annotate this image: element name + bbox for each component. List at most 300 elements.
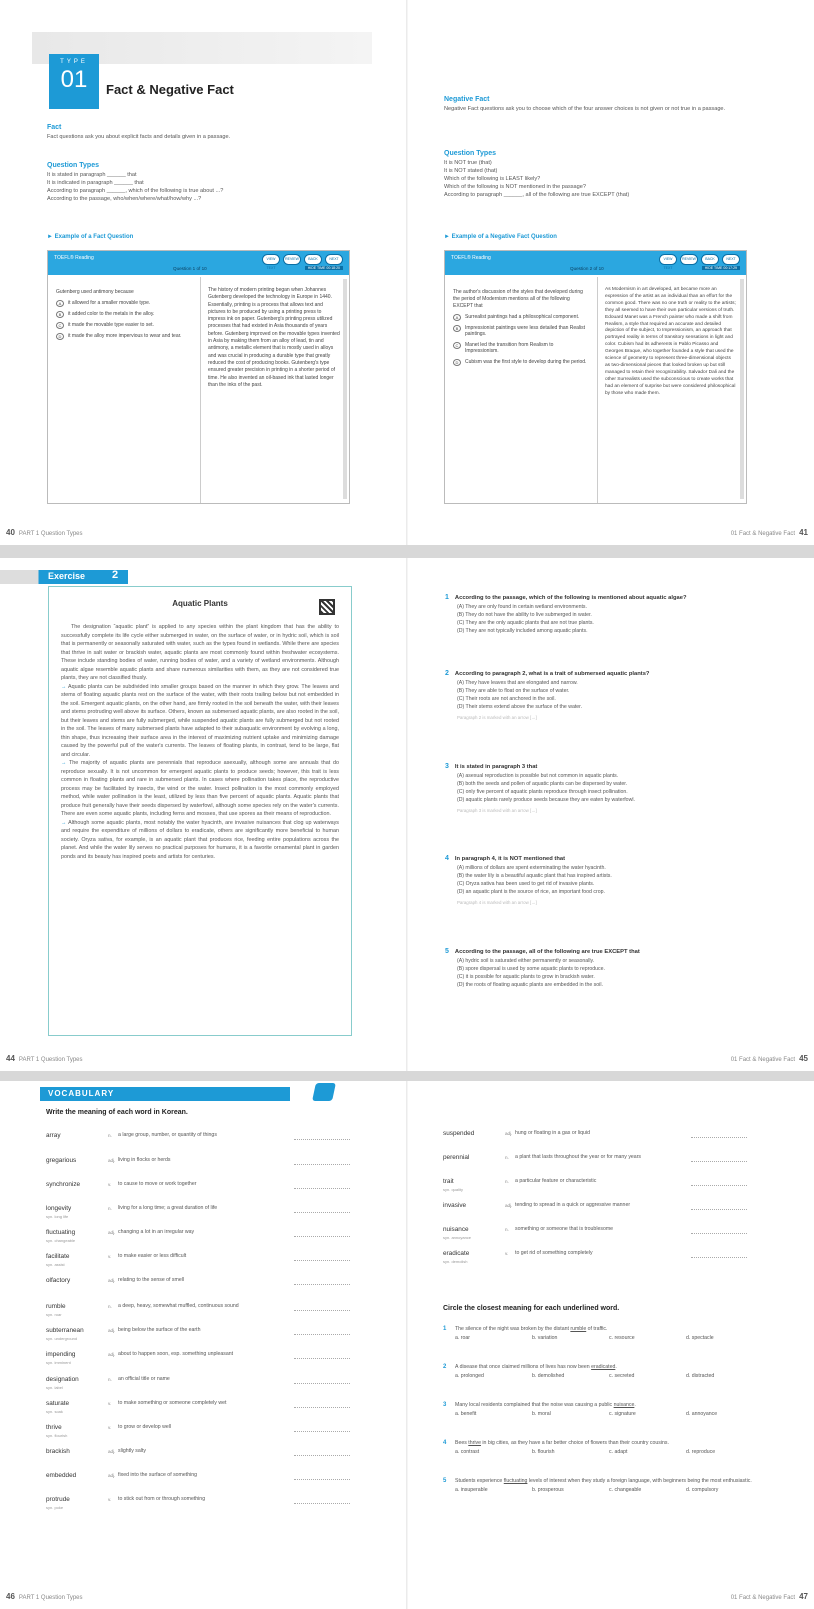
question-panel <box>453 289 588 366</box>
vocabulary-label: VOCABULARY <box>48 1089 115 1098</box>
vocab-synonym: syn. roar <box>46 1312 62 1317</box>
type-label: TYPE <box>60 59 88 65</box>
option[interactable]: (D) an aquatic plant is the source of rice, an important food crop. <box>457 889 605 895</box>
next-button[interactable]: NEXT <box>325 254 343 265</box>
arrow-marker: → <box>61 683 67 690</box>
choice-option[interactable]: d. distracted <box>686 1373 715 1379</box>
vocab-row <box>46 1253 346 1275</box>
timer: 00:17:29 <box>723 266 737 270</box>
answer-blank[interactable] <box>691 1185 747 1186</box>
back-button[interactable]: BACK <box>304 254 322 265</box>
answer-blank[interactable] <box>294 1383 350 1384</box>
radio-a[interactable]: A <box>453 314 461 321</box>
answer-blank[interactable] <box>294 1455 350 1456</box>
choice-option[interactable]: d. spectacle <box>686 1335 714 1341</box>
page-number: 45 <box>799 1054 808 1063</box>
vocab-row <box>46 1229 346 1251</box>
paragraph-note: Paragraph 2 is marked with an arrow [→] <box>457 715 537 720</box>
vocab-definition: changing a lot in an irregular way <box>118 1229 195 1235</box>
part-of-speech: adj. <box>505 1131 513 1136</box>
choice-option[interactable]: b. prosperous <box>532 1487 564 1493</box>
vocab-synonym: syn. soak <box>46 1409 63 1414</box>
option[interactable]: (A) They have leaves that are elongated and narrow. <box>457 680 578 686</box>
vocab-definition: relating to the sense of smell <box>118 1277 185 1283</box>
vocab-row <box>443 1202 743 1224</box>
vocab-word: gregarious <box>46 1157 77 1164</box>
reading-passage <box>48 586 352 1036</box>
toefl-brand: TOEFL® Reading <box>54 255 94 261</box>
footer-left <box>6 1592 83 1601</box>
part-of-speech: adj. <box>108 1352 116 1357</box>
toefl-screen-fact <box>47 250 350 504</box>
vocab-definition: a particular feature or characteristic <box>515 1178 597 1184</box>
sentence-pre: Bees <box>455 1440 469 1446</box>
vocab-synonym: syn. assist <box>46 1262 65 1267</box>
question-text: According to paragraph 2, what is a trait of submersed aquatic plants? <box>454 671 650 677</box>
option-text: Surrealist paintings had a philosophical component. <box>465 314 580 320</box>
paragraph-text: Although some aquatic plants, most notably the water hyacinth, are invasive nuisances that clog up waterways and require the expenditure of millions of dollars to eradicate, others are significantly more beneficial to human society. Oryza sativa, for example, is an aquatic plant that produces rice, feeding entire populations across the planet. And while the water lily serves no practical purposes for humans, it is a favorite ornamental plant in garden ponds and its beauty has inspired poets and artists for centuries. <box>61 819 339 860</box>
footer-text: 01 Fact & Negative Fact <box>730 531 796 537</box>
part-of-speech: v. <box>108 1425 112 1430</box>
part-of-speech: v. <box>108 1497 112 1502</box>
answer-blank[interactable] <box>294 1358 350 1359</box>
vocab-word: suspended <box>443 1130 475 1137</box>
choice-option[interactable]: a. insuperable <box>455 1487 488 1493</box>
vocab-row <box>46 1205 346 1227</box>
footer-right <box>731 1592 808 1601</box>
scrollbar[interactable] <box>740 279 744 499</box>
sentence-pre: A disease that once claimed millions of lives has now been <box>455 1364 592 1370</box>
page-47 <box>407 1081 814 1609</box>
qtype-item: It is indicated in paragraph ______ that <box>47 180 144 186</box>
radio-c[interactable]: C <box>453 342 461 349</box>
page-44 <box>0 558 407 1071</box>
answer-option-c[interactable] <box>56 322 194 329</box>
question-number: 4 <box>445 855 449 862</box>
fact-section <box>47 124 377 141</box>
qtype-item: According to paragraph ______, which of the following is true about ...? <box>47 188 224 194</box>
paragraph-text: Aquatic plants can be subdivided into smaller groups based on the manner in which they grow. The leaves and stems of floating aquatic plants rest on the surface of the water, with their roots trailing below but not embedded in the soil. Emergent aquatic plants, on the other hand, are firmly rooted in the soil beneath the water, with their leaves and stems protruding well above its surface. Others, known as submersed aquatic plants, are also rooted in the soil, but their leaves and stems are fully submerged, while suspended aquatic plants are fully submerged but not rooted in the soil. The leaves of many submersed plants have adapted to their subaquatic environment by evolving a long, thin shape, thus increasing their surface area in the interest of maximizing nutrient uptake and minimizing damage caused by the powerful pull of the water's currents. The leaves of floating plants, in contrast, tend to be large, flat and circular. <box>61 683 340 758</box>
fact-example-heading: ► Example of a Fact Question <box>47 234 134 240</box>
answer-option-d[interactable] <box>56 333 194 340</box>
hide-time-label: HIDE TIME <box>704 266 723 270</box>
review-button[interactable]: REVIEW <box>283 254 301 265</box>
vocab-definition: to make something or someone completely wet <box>118 1400 227 1406</box>
toefl-screen-negative <box>444 250 747 504</box>
spread-vocabulary <box>0 1081 814 1609</box>
question-3 <box>445 763 785 813</box>
radio-d[interactable]: D <box>56 333 64 340</box>
vocab-row <box>443 1154 743 1176</box>
part-of-speech: adj. <box>108 1278 116 1283</box>
footer-text: PART 1 Question Types <box>18 531 83 537</box>
part-of-speech: adj. <box>108 1328 116 1333</box>
next-button[interactable]: NEXT <box>722 254 740 265</box>
vocab-synonym: syn. flourish <box>46 1433 68 1438</box>
vocab-word: nuisance <box>443 1226 469 1233</box>
sentence-post: of traffic. <box>586 1326 608 1332</box>
hide-time-button[interactable] <box>702 266 740 270</box>
question-number: 1 <box>443 1326 447 1332</box>
question-4 <box>445 855 785 905</box>
question-counter: Question 2 of 10 <box>570 266 604 271</box>
choice-option[interactable]: c. signature <box>609 1411 636 1417</box>
underlined-word: eradicated <box>591 1364 616 1370</box>
choice-option[interactable]: c. adapt <box>609 1449 628 1455</box>
question-number: 5 <box>445 948 449 955</box>
footer-text: 01 Fact & Negative Fact <box>730 1595 796 1601</box>
hide-time-label: HIDE TIME <box>307 266 326 270</box>
answer-blank[interactable] <box>294 1407 350 1408</box>
option[interactable]: (B) both the seeds and pollen of aquatic plants can be dispersed by water. <box>457 781 628 787</box>
answer-blank[interactable] <box>691 1233 747 1234</box>
answer-blank[interactable] <box>294 1479 350 1480</box>
part-of-speech: adj. <box>108 1230 116 1235</box>
question-sentence <box>455 1478 773 1485</box>
back-button[interactable]: BACK <box>701 254 719 265</box>
vocab-word: designation <box>46 1376 79 1383</box>
sentence-pre: Many local residents complained that the noise was causing a public <box>455 1402 614 1408</box>
vocab-definition: tending to spread in a quick or aggressive manner <box>515 1202 631 1208</box>
fact-description: Fact questions ask you about explicit facts and details given in a passage. <box>47 134 231 140</box>
book-icon <box>312 1083 336 1101</box>
part-of-speech: v. <box>108 1254 112 1259</box>
part-of-speech: n. <box>505 1155 509 1160</box>
view-text-button[interactable]: VIEW TEXT <box>659 254 677 265</box>
answer-blank[interactable] <box>691 1137 747 1138</box>
part-of-speech: n. <box>505 1227 509 1232</box>
vocab-definition: to get rid of something completely <box>515 1250 593 1256</box>
vocab-synonym: syn. annoyance <box>443 1235 472 1240</box>
vocab-definition: about to happen soon, esp. something unpleasant <box>118 1351 234 1357</box>
vocab-definition: slightly salty <box>118 1448 146 1454</box>
question-types-heading: Question Types <box>47 162 99 169</box>
answer-blank[interactable] <box>294 1284 350 1285</box>
vocab-definition: something or someone that is troublesome <box>515 1226 614 1232</box>
vocab-row <box>46 1181 346 1203</box>
answer-option-b[interactable] <box>56 311 194 318</box>
option-text: it made the movable type easier to set. <box>68 322 154 328</box>
footer-left <box>6 528 83 537</box>
part-of-speech: n. <box>108 1133 112 1138</box>
answer-blank[interactable] <box>294 1164 350 1165</box>
part-of-speech: v. <box>108 1182 112 1187</box>
vocab-word: saturate <box>46 1400 70 1407</box>
question-panel <box>56 289 194 340</box>
option[interactable]: (B) spore dispersal is used by some aquatic plants to reproduce. <box>457 966 605 972</box>
question-number: 2 <box>443 1364 447 1370</box>
option-text: it added color to the metals in the alloy. <box>68 311 155 317</box>
type-number: 01 <box>60 66 88 93</box>
option-text: Impressionist paintings were less detailed than Realist paintings. <box>465 325 586 338</box>
option-text: Cubism was the first style to develop during the period. <box>465 358 587 365</box>
timer: 00:18:20 <box>326 266 340 270</box>
option[interactable]: (A) millions of dollars are spent exterminating the water hyacinth. <box>457 865 606 871</box>
view-text-button[interactable]: VIEW TEXT <box>262 254 280 265</box>
option[interactable]: (C) only five percent of aquatic plants reproduce through insect pollination. <box>457 789 628 795</box>
page-number: 41 <box>799 528 808 537</box>
answer-option-b[interactable] <box>453 325 588 338</box>
fact-question-types <box>47 162 377 203</box>
answer-option-d[interactable] <box>453 359 588 366</box>
paragraph-4 <box>61 819 339 862</box>
vocab-definition: to grow or develop well <box>118 1424 172 1430</box>
option[interactable]: (C) Their roots are not anchored in the soil. <box>457 696 556 702</box>
page-number: 44 <box>6 1054 15 1063</box>
passage-title: Aquatic Plants <box>172 599 228 608</box>
vocab-word: trait <box>443 1178 454 1185</box>
choices <box>455 1411 773 1417</box>
part-of-speech: n. <box>505 1179 509 1184</box>
toefl-brand: TOEFL® Reading <box>451 255 491 261</box>
vocab-row <box>46 1351 346 1373</box>
sentence-post: in big cities, as they have a far better choice of flowers than their country cousins. <box>480 1440 669 1446</box>
paragraph-note: Paragraph 3 is marked with an arrow [→] <box>457 808 537 813</box>
vocab-row <box>46 1424 346 1446</box>
option[interactable]: (D) They are not typically included among aquatic plants. <box>457 628 588 634</box>
vocab-row <box>46 1400 346 1422</box>
qtype-item: Which of the following is NOT mentioned in the passage? <box>444 184 586 190</box>
vocab-definition: to cause to move or work together <box>118 1181 197 1187</box>
answer-blank[interactable] <box>691 1257 747 1258</box>
vocab-synonym: syn. demolish <box>443 1259 468 1264</box>
hide-time-button[interactable] <box>305 266 343 270</box>
choice-option[interactable]: c. resource <box>609 1335 635 1341</box>
option[interactable]: (C) it is possible for aquatic plants to grow in brackish water. <box>457 974 595 980</box>
negative-fact-heading: Negative Fact <box>444 96 490 103</box>
option[interactable]: (B) the water lily is a beautiful aquatic plant that has inspired artists. <box>457 873 612 879</box>
vocab-word: perennial <box>443 1154 470 1161</box>
part-of-speech: adj. <box>108 1158 116 1163</box>
vocab-row <box>443 1250 743 1272</box>
option[interactable]: (D) aquatic plants rarely produce seeds because they are eaten by waterfowl. <box>457 797 635 803</box>
vocab-row <box>443 1226 743 1248</box>
choices <box>455 1373 773 1379</box>
footer-right <box>731 1054 808 1063</box>
question-number: 4 <box>443 1440 447 1446</box>
passage-text: The history of modern printing began when Johannes Gutenberg developed the technology in Europe in 1440. Essentially, printing is a process that allows text and pictures to be produced by using a printing press to impress ink on paper. Gutenberg's printing press utilized processes that had existed in Asia thousands of years before. Gutenberg improved on the movable types invented in Asia by making them from an alloy of lead, tin and antimony, a metallic element that is mostly used in alloys and was crucial in producing a durable type that greatly reduced the cost of producing books. Gutenberg's type ensured greater precision in printing in a shorter period of time. He also invented an oil-based ink that lasted longer than the inks of the past. <box>208 287 340 388</box>
vocab-row <box>46 1277 346 1299</box>
radio-d[interactable]: D <box>453 359 461 366</box>
answer-blank[interactable] <box>691 1161 747 1162</box>
negative-fact-description: Negative Fact questions ask you to choose which of the four answer choices is not given or not true in a passage. <box>444 106 726 112</box>
page-41 <box>407 0 814 545</box>
question-number: 3 <box>443 1402 447 1408</box>
qtype-item: It is NOT stated (that) <box>444 168 498 174</box>
choice-option[interactable]: b. flourish <box>532 1449 555 1455</box>
vocab-definition: to make easier or less difficult <box>118 1253 187 1259</box>
part-of-speech: adj. <box>505 1203 513 1208</box>
choice-option[interactable]: a. contrast <box>455 1449 480 1455</box>
question-2 <box>445 670 785 720</box>
panel-divider <box>200 277 201 503</box>
choice-option[interactable]: c. secreted <box>609 1373 635 1379</box>
option[interactable]: (C) They are the only aquatic plants that are not true plants. <box>457 620 594 626</box>
fact-heading: Fact <box>47 124 62 131</box>
question-number: 1 <box>445 594 449 601</box>
vocab-definition: hung or floating in a gas or liquid <box>515 1130 590 1136</box>
question-text: In paragraph 4, it is NOT mentioned that <box>454 856 566 862</box>
answer-blank[interactable] <box>294 1310 350 1311</box>
vocabulary-banner <box>40 1087 290 1101</box>
answer-blank[interactable] <box>691 1209 747 1210</box>
qr-code-icon <box>319 599 335 615</box>
question-number: 2 <box>445 670 449 677</box>
vocab-synonym: syn. underground <box>46 1336 78 1341</box>
radio-b[interactable]: B <box>56 311 64 318</box>
answer-blank[interactable] <box>294 1139 350 1140</box>
page-number: 40 <box>6 528 15 537</box>
choice-option[interactable]: a. prolonged <box>455 1373 484 1379</box>
question-text: The author's discussion of the styles that developed during the period of Modernism mentions all of the following EXCEPT that <box>453 289 583 309</box>
vocab-synonym: syn. long life <box>46 1214 69 1219</box>
choice-option[interactable]: d. compulsory <box>686 1487 719 1493</box>
footer-right <box>731 528 808 537</box>
vocab-word: olfactory <box>46 1277 71 1284</box>
paragraph-3 <box>61 759 339 819</box>
vocab-word: thrive <box>46 1424 62 1431</box>
circle-question <box>443 1478 773 1493</box>
option-text: Manet led the transition from Realism to Impressionism. <box>465 341 554 355</box>
answer-blank[interactable] <box>294 1334 350 1335</box>
qtype-item: According to the passage, who/when/where/what/how/why ...? <box>47 196 202 202</box>
radio-a[interactable]: A <box>56 300 64 307</box>
vocab-word: invasive <box>443 1202 467 1209</box>
circle-question <box>443 1440 773 1455</box>
vocab-word: longevity <box>46 1205 72 1212</box>
footer-text: 01 Fact & Negative Fact <box>730 1057 796 1063</box>
exercise-number: 2 <box>112 569 119 581</box>
vocab-row <box>46 1132 346 1154</box>
toefl-toolbar <box>48 251 349 275</box>
vocab-definition: a plant that lasts throughout the year or for many years <box>515 1154 642 1160</box>
chapter-title: Fact & Negative Fact <box>106 82 234 97</box>
qtype-item: It is stated in paragraph ______ that <box>47 172 137 178</box>
question-text: According to the passage, all of the following are true EXCEPT that <box>454 949 640 955</box>
answer-blank[interactable] <box>294 1260 350 1261</box>
question-types-heading: Question Types <box>444 150 496 157</box>
review-button[interactable]: REVIEW <box>680 254 698 265</box>
underlined-word: rumble <box>570 1326 587 1332</box>
circle-question <box>443 1326 773 1341</box>
answer-option-c[interactable] <box>453 342 588 355</box>
circle-question <box>443 1402 773 1417</box>
sentence-post: levels of interest when they study a foreign language, with beginners being the most enthusiastic. <box>527 1478 752 1484</box>
vocab-word: embedded <box>46 1472 77 1479</box>
answer-blank[interactable] <box>294 1431 350 1432</box>
vocab-word: brackish <box>46 1448 70 1455</box>
underlined-word: fluctuating <box>503 1478 528 1484</box>
answer-blank[interactable] <box>294 1236 350 1237</box>
vocab-word: impending <box>46 1351 76 1358</box>
arrow-marker: → <box>61 819 67 826</box>
vocab-definition: fixed into the surface of something <box>118 1472 198 1478</box>
vocab-synonym: syn. label <box>46 1385 63 1390</box>
vocab-word: fluctuating <box>46 1229 76 1236</box>
option[interactable]: (A) hydric soil is saturated either permanently or seasonally. <box>457 958 595 964</box>
paragraph-text: The majority of aquatic plants are perennials that reproduce asexually, although some are annuals that do reproduce sexually. It is not uncommon for emergent aquatic plants to produce seeds; however, this trait is less common in floating plants and rare in submersed plants. In cases where pollination takes place, the reproductive process may be facilitated by insects, the wind or the water. Insect pollination is the most commonly employed method, while water pollination is the least, utilized by less than five percent of aquatic plants. Aquatic plants that produce fruit generally have their seeds dispersed by waterfowl, although some species rely on the water's currents. There are even some aquatic plants, including ferns and mosses, that use spores as their means of reproduction. <box>61 760 339 817</box>
answer-blank[interactable] <box>294 1503 350 1504</box>
answer-blank[interactable] <box>294 1212 350 1213</box>
option[interactable]: (A) asexual reproduction is possible but not common in aquatic plants. <box>457 773 619 779</box>
option[interactable]: (D) the roots of floating aquatic plants are embedded in the soil. <box>457 982 603 988</box>
circle-instruction: Circle the closest meaning for each underlined word. <box>443 1305 620 1312</box>
vocab-row <box>46 1376 346 1398</box>
answer-option-a[interactable] <box>56 300 194 307</box>
question-sentence <box>455 1440 773 1447</box>
sentence-post: . <box>615 1364 617 1370</box>
underlined-word: thrive <box>468 1440 481 1446</box>
question-text: Gutenberg used antimony because <box>56 289 134 295</box>
choice-option[interactable]: c. changeable <box>609 1487 642 1493</box>
choice-option[interactable]: d. annoyance <box>686 1411 718 1417</box>
footer-text: PART 1 Question Types <box>18 1595 83 1601</box>
vocab-definition: living in flocks or herds <box>118 1157 171 1163</box>
negative-example-heading: ► Example of a Negative Fact Question <box>444 234 557 240</box>
choice-option[interactable]: a. benefit <box>455 1411 477 1417</box>
vocab-row <box>443 1178 743 1200</box>
choice-option[interactable]: d. reproduce <box>686 1449 716 1455</box>
question-number: 5 <box>443 1478 447 1484</box>
vocab-word: synchronize <box>46 1181 81 1188</box>
choice-option[interactable]: b. moral <box>532 1411 551 1417</box>
vocab-word: facilitate <box>46 1253 70 1260</box>
toefl-toolbar <box>445 251 746 275</box>
spread-exercise-2 <box>0 558 814 1071</box>
choices <box>455 1487 773 1493</box>
panel-divider <box>597 277 598 503</box>
answer-option-a[interactable] <box>453 314 588 321</box>
choice-option[interactable]: b. variation <box>532 1335 558 1341</box>
sentence-pre: Students experience <box>455 1478 504 1484</box>
vocab-word: eradicate <box>443 1250 470 1257</box>
sentence-post: . <box>634 1402 636 1408</box>
option[interactable]: (B) They do not have the ability to live submerged in water. <box>457 612 592 618</box>
paragraph-1: The designation “aquatic plant” is applied to any species within the plant kingdom that has the ability to successfully complete its life cycle either submerged in water, on the surface of water, or in hydric soil, which is soil that is permanently or seasonally saturated with water, such as the types found in wetlands. While there are species that thrive in salt water or brackish water, aquatic plants are most commonly found within freshwater ecosystems. These include standing bodies of water, running bodies of water, and a variety of wetland environments. Although aquatic algae resemble aquatic plants and share numerous similarities with them, as they are not considered true plants, they are not classified thusly. <box>61 624 339 681</box>
question-number: 3 <box>445 763 449 770</box>
choice-option[interactable]: b. demolished <box>532 1373 565 1379</box>
vocab-word: array <box>46 1132 61 1139</box>
negative-fact-section <box>444 96 764 113</box>
scrollbar[interactable] <box>343 279 347 499</box>
exercise-label: Exercise <box>48 571 86 581</box>
vocab-row <box>46 1472 346 1494</box>
vocab-definition: a large group, number, or quantity of things <box>118 1132 217 1138</box>
page-number: 47 <box>799 1592 808 1601</box>
vocab-word: rumble <box>46 1303 66 1310</box>
part-of-speech: adj. <box>108 1473 116 1478</box>
question-sentence <box>455 1326 773 1333</box>
choices <box>455 1449 773 1455</box>
vocab-definition: being below the surface of the earth <box>118 1327 201 1333</box>
choice-option[interactable]: a. roar <box>455 1335 470 1341</box>
option[interactable]: (C) Oryza sativa has been used to get rid of invasive plants. <box>457 881 595 887</box>
page-number: 46 <box>6 1592 15 1601</box>
answer-blank[interactable] <box>294 1188 350 1189</box>
question-text: It is stated in paragraph 3 that <box>454 764 538 770</box>
part-of-speech: n. <box>108 1206 112 1211</box>
option-text: it allowed for a smaller movable type. <box>68 300 151 306</box>
radio-c[interactable]: C <box>56 322 64 329</box>
question-text: According to the passage, which of the following is mentioned about aquatic algae? <box>454 595 687 601</box>
page-45 <box>407 558 814 1071</box>
option[interactable]: (B) They are able to float on the surface of water. <box>457 688 570 694</box>
radio-b[interactable]: B <box>453 325 461 332</box>
option[interactable]: (D) Their stems extend above the surface of the water. <box>457 704 583 710</box>
footer-text: PART 1 Question Types <box>18 1057 83 1063</box>
footer-left <box>6 1054 83 1063</box>
option[interactable]: (A) They are only found in certain wetland environments. <box>457 604 587 610</box>
